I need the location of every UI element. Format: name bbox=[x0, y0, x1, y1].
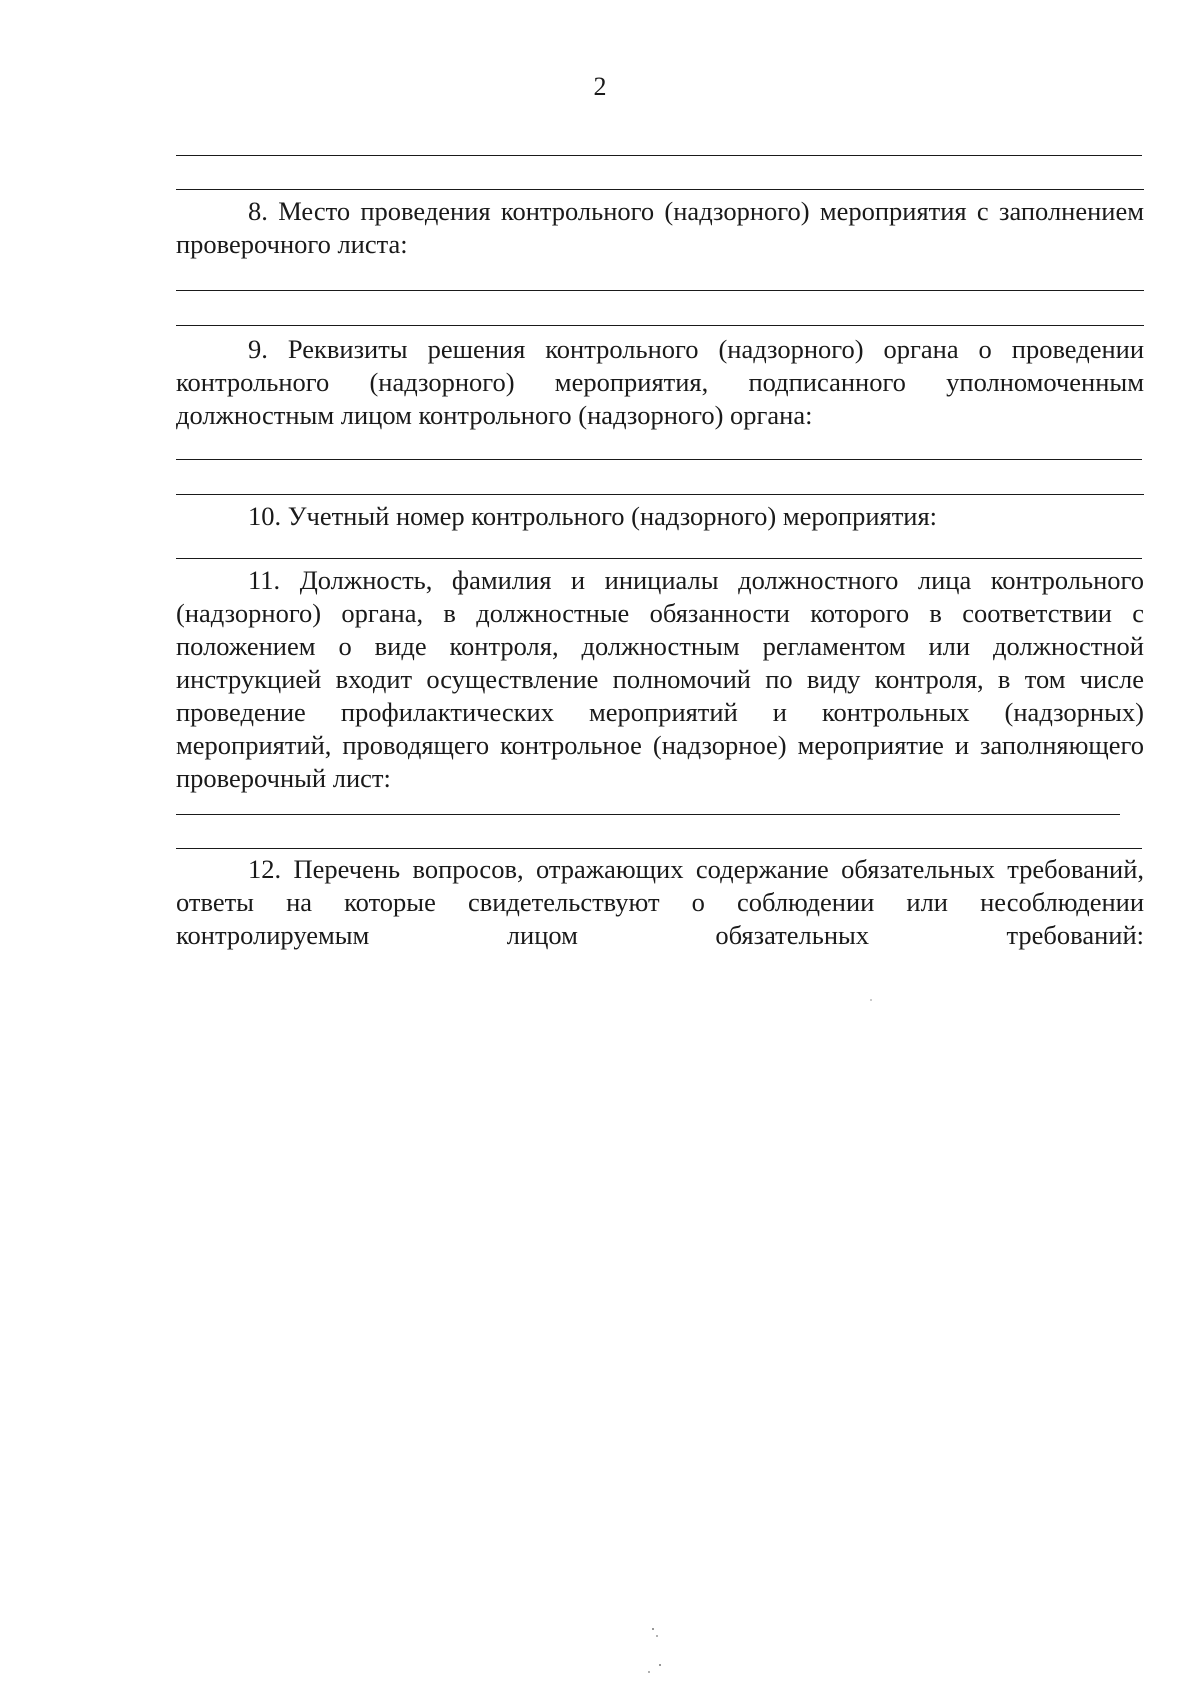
item-12-number: 12. bbox=[248, 854, 282, 884]
item-9-number: 9. bbox=[248, 334, 268, 364]
blank-line bbox=[176, 814, 1120, 815]
page-number: 2 bbox=[593, 72, 607, 101]
item-8-paragraph bbox=[176, 195, 1144, 261]
item-12-paragraph bbox=[176, 853, 1144, 952]
blank-line bbox=[176, 848, 1142, 849]
scan-speck bbox=[648, 1671, 650, 1673]
scan-speck bbox=[659, 1664, 661, 1666]
blank-line bbox=[176, 325, 1144, 326]
blank-line bbox=[176, 459, 1142, 460]
scan-speck bbox=[656, 1635, 658, 1637]
item-9-paragraph bbox=[176, 333, 1144, 432]
item-12-text: Перечень вопросов, отражающих содержание обязательных требований, ответы на которые свидетельствуют о соблюдении или несоблюдении контролируемым лицом обязательных требований: bbox=[176, 854, 1144, 950]
item-10-number: 10. bbox=[248, 501, 282, 531]
item-11-text: Должность, фамилия и инициалы должностного лица контрольного (надзорного) органа, в должностные обязанности которого в соответствии с положением о виде контроля, должностным регламентом или должностной инструкцией входит осуществление полномочий по виду контроля, в том числе проведение профилактических мероприятий и контрольных (надзорных) мероприятий, проводящего контрольное (надзорное) мероприятие и заполняющего проверочный лист: bbox=[176, 565, 1144, 793]
item-11-number: 11. bbox=[248, 565, 281, 595]
item-8-text: Место проведения контрольного (надзорного) мероприятия с заполнением проверочного листа: bbox=[176, 196, 1145, 259]
item-11-paragraph bbox=[176, 564, 1144, 795]
scan-speck bbox=[652, 1628, 654, 1630]
item-10-text: Учетный номер контрольного (надзорного) мероприятия: bbox=[287, 501, 938, 531]
item-9-text: Реквизиты решения контрольного (надзорного) органа о проведении контрольного (надзорного) мероприятия, подписанного уполномоченным должностным лицом контрольного (надзорного) органа: bbox=[176, 334, 1145, 430]
blank-line bbox=[176, 155, 1142, 156]
blank-line bbox=[176, 189, 1144, 190]
blank-line bbox=[176, 290, 1144, 291]
item-8-number: 8. bbox=[248, 196, 268, 226]
blank-line bbox=[176, 558, 1142, 559]
blank-line bbox=[176, 494, 1144, 495]
scan-speck bbox=[870, 999, 872, 1001]
item-10-paragraph bbox=[176, 500, 1144, 533]
